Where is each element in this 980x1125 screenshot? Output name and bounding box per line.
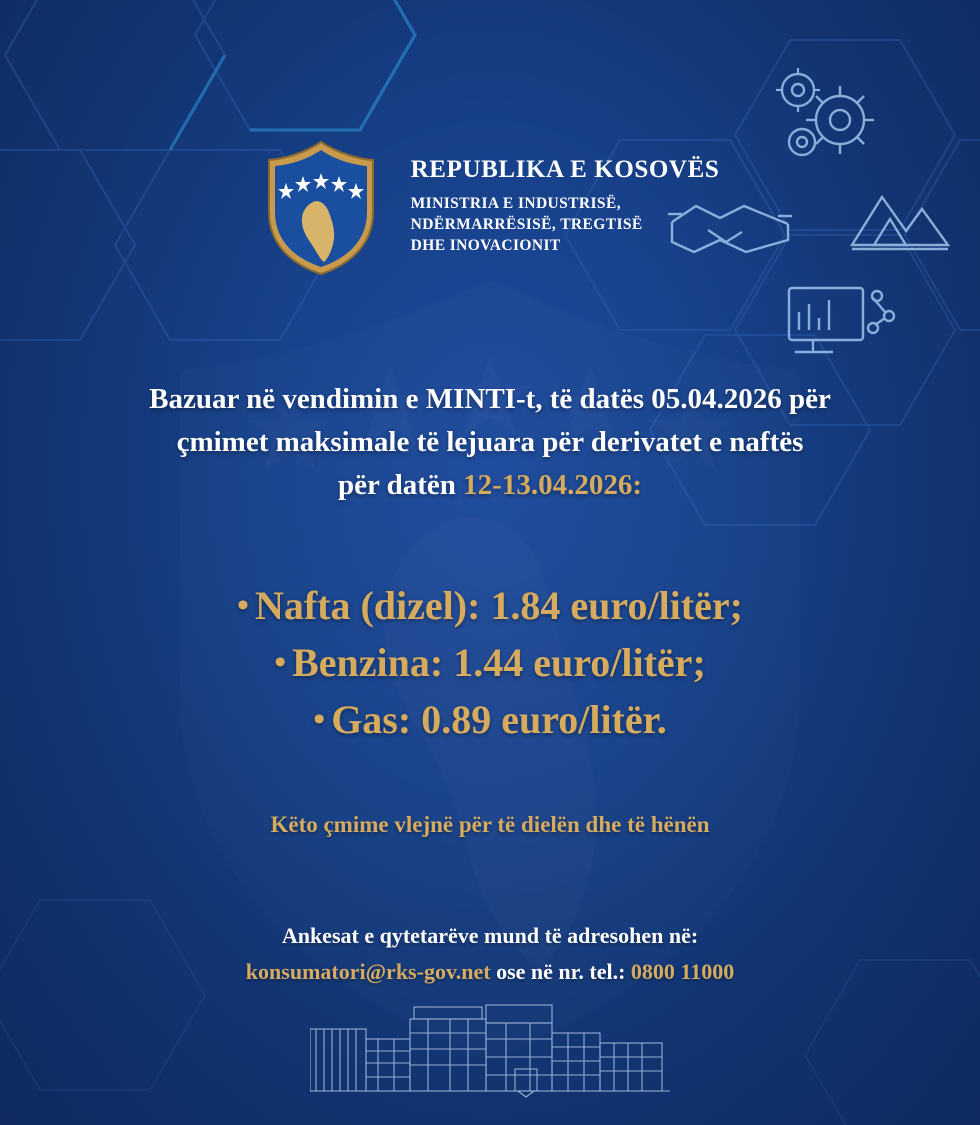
country-title: REPUBLIKA E KOSOVËS <box>410 156 720 183</box>
government-building-icon <box>310 999 670 1099</box>
validity-note: Këto çmime vlejnë për të dielën dhe të hënën <box>270 812 710 837</box>
statement-block <box>0 378 980 507</box>
bullet-icon: • <box>313 700 326 738</box>
complaints-middle: ose në nr. tel.: <box>490 959 631 985</box>
statement-line-3 <box>0 464 980 507</box>
ministry-line-1: MINISTRIA E INDUSTRISË, <box>410 194 621 212</box>
complaints-line-2 <box>0 954 980 990</box>
price-label-diesel: Nafta (dizel): 1.84 euro/litër; <box>254 583 743 628</box>
complaints-email[interactable]: konsumatori@rks-gov.net <box>245 959 491 985</box>
bullet-icon: • <box>237 587 249 624</box>
price-item-diesel <box>0 578 980 635</box>
price-label-gas: Gas: 0.89 euro/litër. <box>331 696 667 742</box>
complaints-block <box>0 918 980 991</box>
price-item-petrol <box>0 635 980 692</box>
statement-line-3-prefix: për datën <box>338 468 464 501</box>
kosovo-coat-of-arms-icon <box>261 138 381 278</box>
complaints-phone[interactable]: 0800 11000 <box>630 959 735 985</box>
price-list <box>0 578 980 748</box>
bullet-icon: • <box>274 643 287 681</box>
price-label-petrol: Benzina: 1.44 euro/litër; <box>292 639 706 685</box>
price-item-gas <box>0 692 980 749</box>
ministry-line-3: DHE INOVACIONIT <box>410 237 561 255</box>
ministry-line-2: NDËRMARRËSISË, TREGTISË <box>410 215 643 233</box>
complaints-line-1: Ankesat e qytetarëve mund të adresohen në: <box>281 923 699 948</box>
header <box>0 138 980 278</box>
statement-line-1: Bazuar në vendimin e MINTI-t, të datës 05.04.2026 për <box>149 383 831 415</box>
statement-dates: 12-13.04.2026: <box>463 468 642 501</box>
statement-line-2: çmimet maksimale të lejuara për derivatet e naftës <box>176 425 804 458</box>
